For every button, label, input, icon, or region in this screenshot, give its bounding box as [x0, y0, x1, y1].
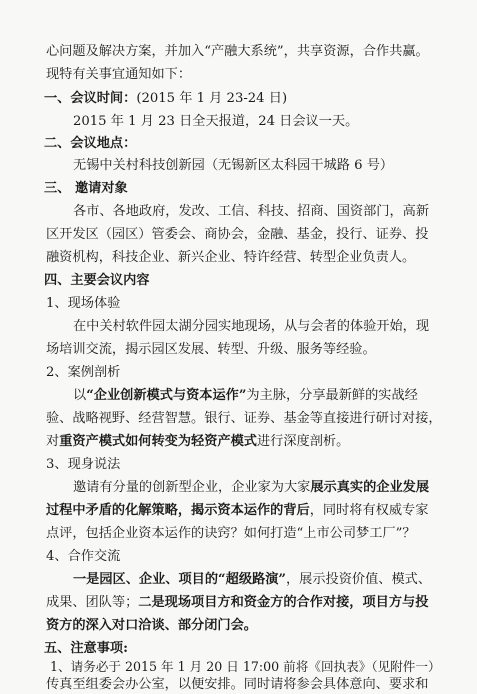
section-3-line-2: 区开发区（园区）管委会、商协会，金融、基金，投行、证券、投: [46, 227, 429, 242]
section-3-title: 三、 邀请对象: [44, 181, 128, 196]
note-1-line-2: 传真至组委会办公室，以便安排。同时请将参会具体意向、要求和: [46, 677, 429, 692]
item-2-line-3: [46, 433, 477, 451]
section-2-body: 无锡中关村科技创新园（无锡新区太科园干城路 6 号）: [73, 158, 394, 173]
item-2-line-1-c: 为主脉，分享最新鲜的实战经: [246, 388, 418, 403]
item-1-line-2: 场培训交流，揭示园区发展、转型、升级、服务等经验。: [46, 342, 376, 357]
item-3-line-2-b: ，同时将有权威专家: [309, 503, 429, 518]
item-4-line-1-b: ，展示投资价值、模式、: [285, 572, 432, 587]
intro-line-2: 现特有关事宜通知如下：: [46, 67, 192, 82]
item-2-title: 2、案例剖析: [46, 365, 121, 380]
item-1-title: 1、现场体验: [46, 296, 121, 311]
item-4-line-2-bold: 二是现场项目方和资金方的合作对接，项目方与投: [138, 595, 429, 610]
item-2-line-1-bold: “企业创新模式与资本运作”: [86, 388, 247, 403]
item-3-line-2-bold: 过程中矛盾的化解策略，揭示资本运作的背后: [46, 503, 310, 518]
note-1-line-1: 1、请务必于 2015 年 1 月 20 日 17:00 前将《回执表》（见附件一）: [50, 659, 441, 674]
item-3-line-1: [73, 479, 477, 497]
section-1-date: (2015 年 1 月 23-24 日): [136, 91, 288, 106]
item-3-line-1-a: 邀请有分量的创新型企业，企业家为大家: [73, 480, 311, 495]
item-1-line-1: 在中关村软件园太湖分园实地现场，从与会者的体验开始，现: [73, 319, 430, 334]
section-3-line-3: 融资机构，科技企业、新兴企业、特许经营、转型企业负责人。: [46, 250, 416, 265]
intro-line-1: 心问题及解决方案，并加入“产融大系统”，共享资源，合作共赢。: [46, 44, 429, 59]
item-4-line-2: [46, 594, 477, 612]
section-1-body: 2015 年 1 月 23 日全天报道，24 日会议一天。: [73, 114, 359, 129]
section-5-title: 五、注意事项:: [44, 641, 128, 656]
section-2-title: 二、会议地点：: [44, 136, 137, 151]
item-4-line-1-bold: 一是园区、企业、项目的“超级路演”: [73, 572, 286, 587]
item-4-line-2-a: 成果、团队等；: [46, 595, 139, 610]
item-4-title: 4、合作交流: [46, 549, 121, 564]
item-3-line-2: [46, 502, 477, 520]
item-3-line-3: 点评，包括企业资本运作的诀窍？如何打造“上市公司梦工厂”？: [46, 526, 416, 541]
section-3-line-1: 各市、各地政府，发改、工信、科技、招商、国资部门，高新: [73, 204, 430, 219]
item-3-line-1-bold: 展示真实的企业发展: [310, 480, 430, 495]
item-2-line-1-a: 以: [73, 388, 87, 403]
item-4-line-1: [73, 571, 477, 589]
section-1-title: 一、会议时间：: [44, 91, 137, 106]
section-4-title: 四、主要会议内容: [44, 273, 150, 288]
item-4-line-3: 资方的深入对口洽谈、部分闭门会。: [46, 618, 257, 633]
item-3-title: 3、现身说法: [46, 457, 121, 472]
item-2-line-3-c: 进行深度剖析。: [257, 434, 350, 449]
item-2-line-1: [73, 387, 477, 405]
item-2-line-2: 验、战略视野、经营智慧。银行、证券、基金等直接进行研讨对接，: [46, 411, 442, 426]
item-2-line-3-bold: 重资产模式如何转变为轻资产模式: [59, 434, 257, 449]
item-2-line-3-a: 对: [46, 434, 60, 449]
section-1-heading: [44, 90, 477, 108]
